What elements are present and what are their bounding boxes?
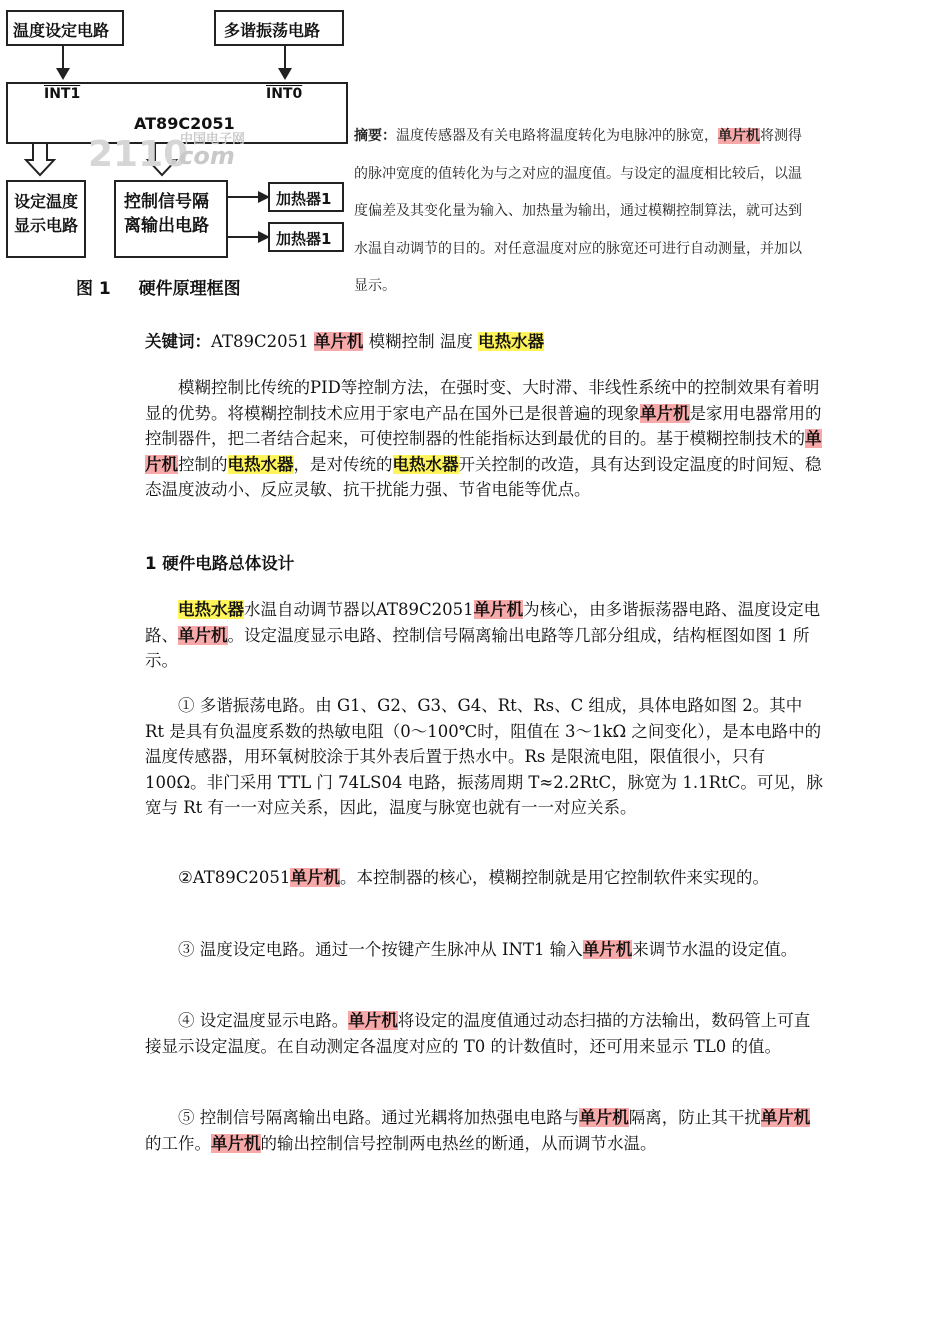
intro-text-2: 是家用电器常用的控制器件，把二者结合起来，可使控制器的性能指标达到最优的目的。基于模糊控制技术的 [145, 403, 822, 448]
overview-text-2: 为核心，由多谐振荡器电路、温度设定电路、 [145, 600, 821, 645]
paragraph-display [145, 1008, 825, 1059]
abstract-label: 摘要： [354, 128, 396, 144]
highlight-mcu: 单片机 [582, 940, 633, 959]
highlight-mcu: 单片机 [348, 1011, 398, 1030]
heater-2-label: 加热器1 [276, 230, 332, 248]
paragraph-overview [145, 597, 825, 674]
control-isolation-line1: 控制信号隔 [124, 192, 209, 212]
watermark-number: 2110 [88, 134, 189, 175]
mcu-text-1: ②AT89C2051 [178, 868, 291, 887]
highlight-mcu: 单片机 [760, 1108, 811, 1127]
watermark-com: .com [170, 142, 235, 170]
abstract-text-2: 将测得的脉冲宽度的值转化为与之对应的温度值。与设定的温度相比较后，以温度偏差及其变化量为输入、加热量为输出，通过模糊控制算法，就可达到水温自动调节的目的。对任意温度对应的脉宽还可进行自动测量，并加以显示。 [354, 128, 802, 294]
overview-text-1: 水温自动调节器以AT89C2051 [244, 600, 474, 619]
abstract [354, 118, 809, 306]
heater-1-box [268, 182, 344, 212]
highlight-water-heater: 电热水器 [178, 600, 244, 619]
control-isolation-line2: 离输出电路 [124, 216, 209, 236]
int1-label: INT1 [44, 86, 81, 102]
hardware-block-diagram [0, 0, 350, 305]
highlight-mcu: 单片机 [473, 600, 524, 619]
watermark-site: 中国电子网 [180, 132, 246, 147]
highlight-mcu: 单片机 [178, 625, 228, 645]
abstract-text-1: 温度传感器及有关电路将温度转化为电脉冲的脉宽， [396, 128, 718, 144]
keyword-temperature: 温度 [439, 332, 473, 351]
highlight-mcu: 单片机 [290, 868, 340, 887]
isolation-text-3: 的工作。 [145, 1133, 211, 1153]
keywords-label: 关键词： [145, 332, 211, 351]
figure-caption-text: 硬件原理框图 [138, 279, 241, 299]
keyword-mcu: 单片机 [313, 332, 364, 351]
temp-setting-label: 温度设定电路 [13, 21, 110, 40]
intro-text-1: 模糊控制比传统的PID等控制方法，在强时变、大时滞、非线性系统中的控制效果有着明显的优势。将模糊控制技术应用于家电产品在国外已是很普遍的现象 [145, 378, 820, 423]
highlight-water-heater: 电热水器 [392, 454, 459, 474]
figure-caption-number: 图 1 [76, 279, 111, 299]
mcu-chip-label: AT89C2051 [134, 114, 235, 133]
highlight-mcu: 单片机 [145, 429, 822, 474]
highlight-mcu: 单片机 [579, 1108, 629, 1127]
keywords [145, 330, 544, 354]
paragraph-isolation [145, 1105, 825, 1156]
keyword-fuzzy-control: 模糊控制 [368, 332, 435, 351]
multivibrator-circuit-box [214, 10, 344, 46]
temp-setting-text-2: 来调节水温的设定值。 [632, 940, 798, 959]
temp-setting-text-1: ③ 温度设定电路。通过一个按键产生脉冲从 INT1 输入 [178, 940, 583, 959]
overview-text-3: 。设定温度显示电路、控制信号隔离输出电路等几部分组成，结构框图如图 1 所示。 [145, 625, 810, 670]
paragraph-mcu [145, 865, 825, 891]
highlight-mcu: 单片机 [211, 1133, 261, 1153]
keyword-water-heater: 电热水器 [478, 332, 545, 351]
figure-caption [76, 274, 241, 299]
display-text-1: ④ 设定温度显示电路。 [178, 1011, 349, 1030]
isolation-text-2: 隔离，防止其干扰 [628, 1108, 761, 1127]
highlight-mcu: 单片机 [640, 403, 690, 423]
paragraph-temp-setting [145, 937, 825, 963]
int0-label: INT0 [266, 86, 303, 102]
display-circuit-box [6, 180, 86, 258]
heater-2-box [268, 222, 344, 252]
isolation-text-1: ⑤ 控制信号隔离输出电路。通过光耦将加热强电电路与 [178, 1108, 580, 1127]
heater-1-label: 加热器1 [276, 190, 332, 208]
temp-setting-circuit-box [6, 10, 124, 46]
isolation-text-4: 的输出控制信号控制两电热丝的断通，从而调节水温。 [260, 1133, 657, 1153]
multivibrator-label: 多谐振荡电路 [224, 21, 321, 40]
highlight-water-heater: 电热水器 [227, 454, 294, 474]
mcu-text-2: 。本控制器的核心，模糊控制就是用它控制软件来实现的。 [339, 868, 769, 887]
intro-text-4: ，是对传统的 [293, 454, 393, 474]
display-text-2: 将设定的温度值通过动态扫描的方法输出，数码管上可直接显示设定温度。在自动测定各温度对应的 T0 的计数值时，还可用来显示 TL0 的值。 [145, 1011, 811, 1056]
keyword-chip: AT89C2051 [211, 332, 309, 351]
intro-text-3: 控制的 [178, 454, 228, 474]
paragraph-multivibrator: ① 多谐振荡电路。由 G1、G2、G3、G4、Rt、Rs、C 组成，具体电路如图 2。其中 Rt 是具有负温度系数的热敏电阻（0～100℃时，阻值在 3～1kΩ 之间变化），是本电路中的温度传感器，用环氧树胶涂于其外表后置于热水中。Rs 是限流电阻，限值很小，只有 100Ω。非门采用 TTL 门 74LS04 电路，振荡周期 T≈2.2RtC，脉宽为 1.1RtC。可见，脉宽与 Rt 有一一对应关系，因此，温度与脉宽也就有一一对应关系。 [145, 696, 823, 817]
display-circuit-line1: 设定温度 [14, 192, 79, 211]
intro-text-5: 开关控制的改造，具有达到设定温度的时间短、稳态温度波动小、反应灵敏、抗干扰能力强、节省电能等优点。 [145, 454, 822, 499]
section-1-heading: 1 硬件电路总体设计 [145, 554, 295, 573]
intro-paragraph [145, 375, 825, 503]
control-isolation-box [114, 180, 228, 258]
highlight-mcu: 单片机 [718, 128, 760, 144]
display-circuit-line2: 显示电路 [14, 216, 79, 235]
